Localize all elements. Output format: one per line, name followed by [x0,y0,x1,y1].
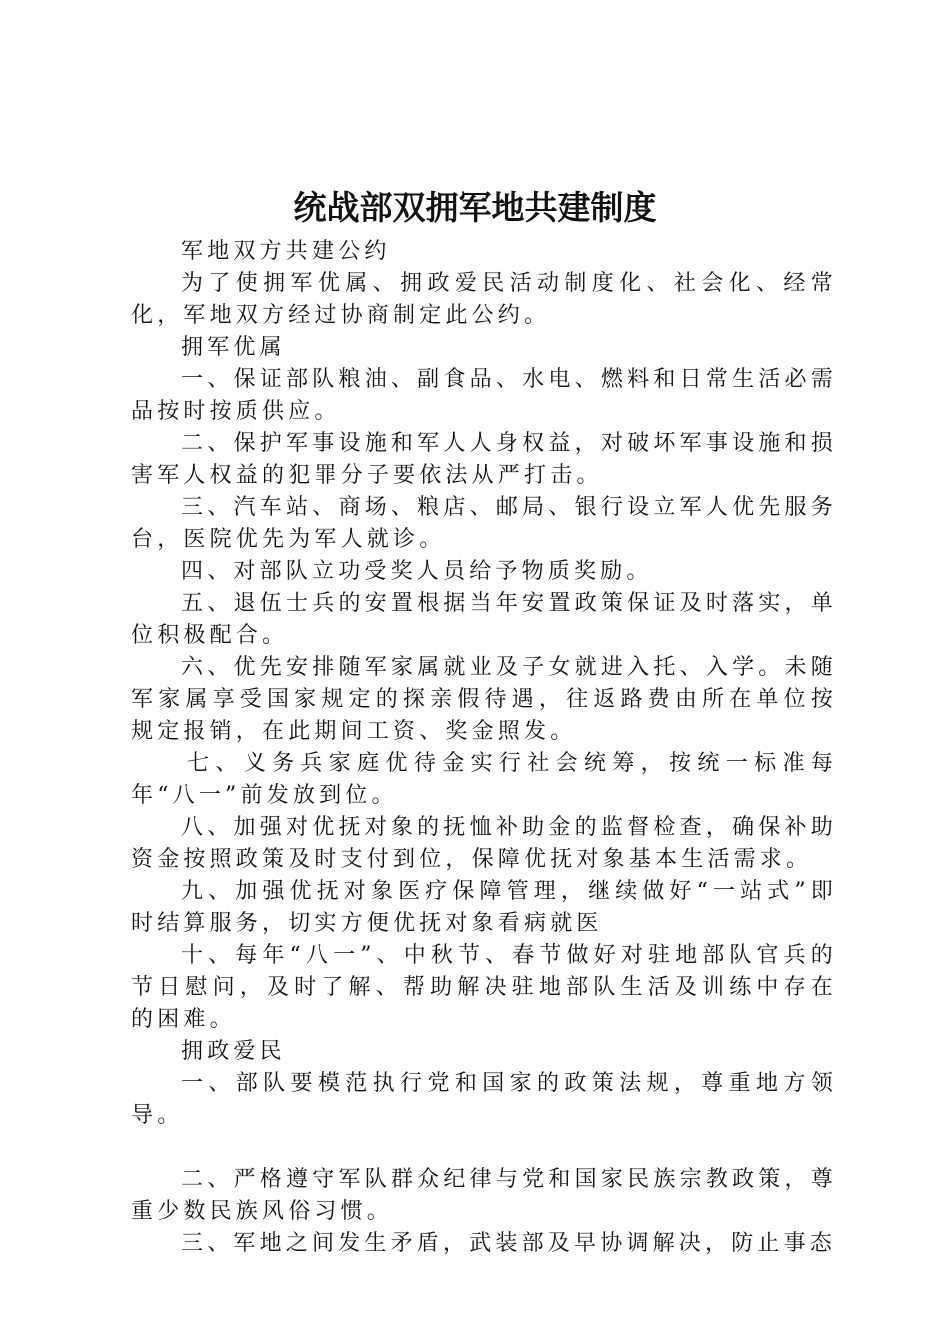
document-body [131,236,837,1260]
paragraph-gov-item-1: 一、部队要模范执行党和国家的政策法规，尊重地方领导。 [131,1071,837,1128]
document-title: 统战部双拥军地共建制度 [293,188,657,227]
paragraph-covenant-heading: 军地双方共建公约 [181,239,391,264]
paragraph-gov-item-2: 二、严格遵守军队群众纪律与党和国家民族宗教政策，尊重少数民族风俗习惯。 [131,1167,837,1224]
paragraph-gov-item-3: 三、军地之间发生矛盾，武装部及早协调解决，防止事态 [181,1231,837,1256]
paragraph-item-2: 二、保护军事设施和军人人身权益，对破坏军事设施和损害军人权益的犯罪分子要依法从严打击。 [131,431,837,488]
paragraph-item-7: 七、义务兵家庭优待金实行社会统筹，按统一标准每年“八一”前发放到位。 [131,751,837,808]
paragraph-item-8: 八、加强对优抚对象的抚恤补助金的监督检查，确保补助资金按照政策及时支付到位，保障优抚对象基本生活需求。 [131,815,837,872]
paragraph-item-6: 六、优先安排随军家属就业及子女就进入托、入学。未随军家属享受国家规定的探亲假待遇，往返路费由所在单位按规定报销，在此期间工资、奖金照发。 [131,655,837,744]
paragraph-item-3: 三、汽车站、商场、粮店、邮局、银行设立军人优先服务台，医院优先为军人就诊。 [131,495,837,552]
paragraph-preamble: 为了使拥军优属、拥政爱民活动制度化、社会化、经常化，军地双方经过协商制定此公约。 [131,271,837,328]
section-heading-support-army: 拥军优属 [181,335,286,360]
paragraph-item-1: 一、保证部队粮油、副食品、水电、燃料和日常生活必需品按时按质供应。 [131,367,837,424]
paragraph-item-9: 九、加强优抚对象医疗保障管理，继续做好“一站式”即时结算服务，切实方便优抚对象看病就医 [131,879,837,936]
section-heading-support-government: 拥政爱民 [181,1039,286,1064]
blank-line [131,1132,837,1164]
paragraph-item-5: 五、退伍士兵的安置根据当年安置政策保证及时落实，单位积极配合。 [131,591,837,648]
paragraph-item-4: 四、对部队立功受奖人员给予物质奖励。 [181,559,653,584]
paragraph-item-10: 十、每年“八一”、中秋节、春节做好对驻地部队官兵的节日慰问，及时了解、帮助解决驻地部队生活及训练中存在的困难。 [131,943,837,1032]
